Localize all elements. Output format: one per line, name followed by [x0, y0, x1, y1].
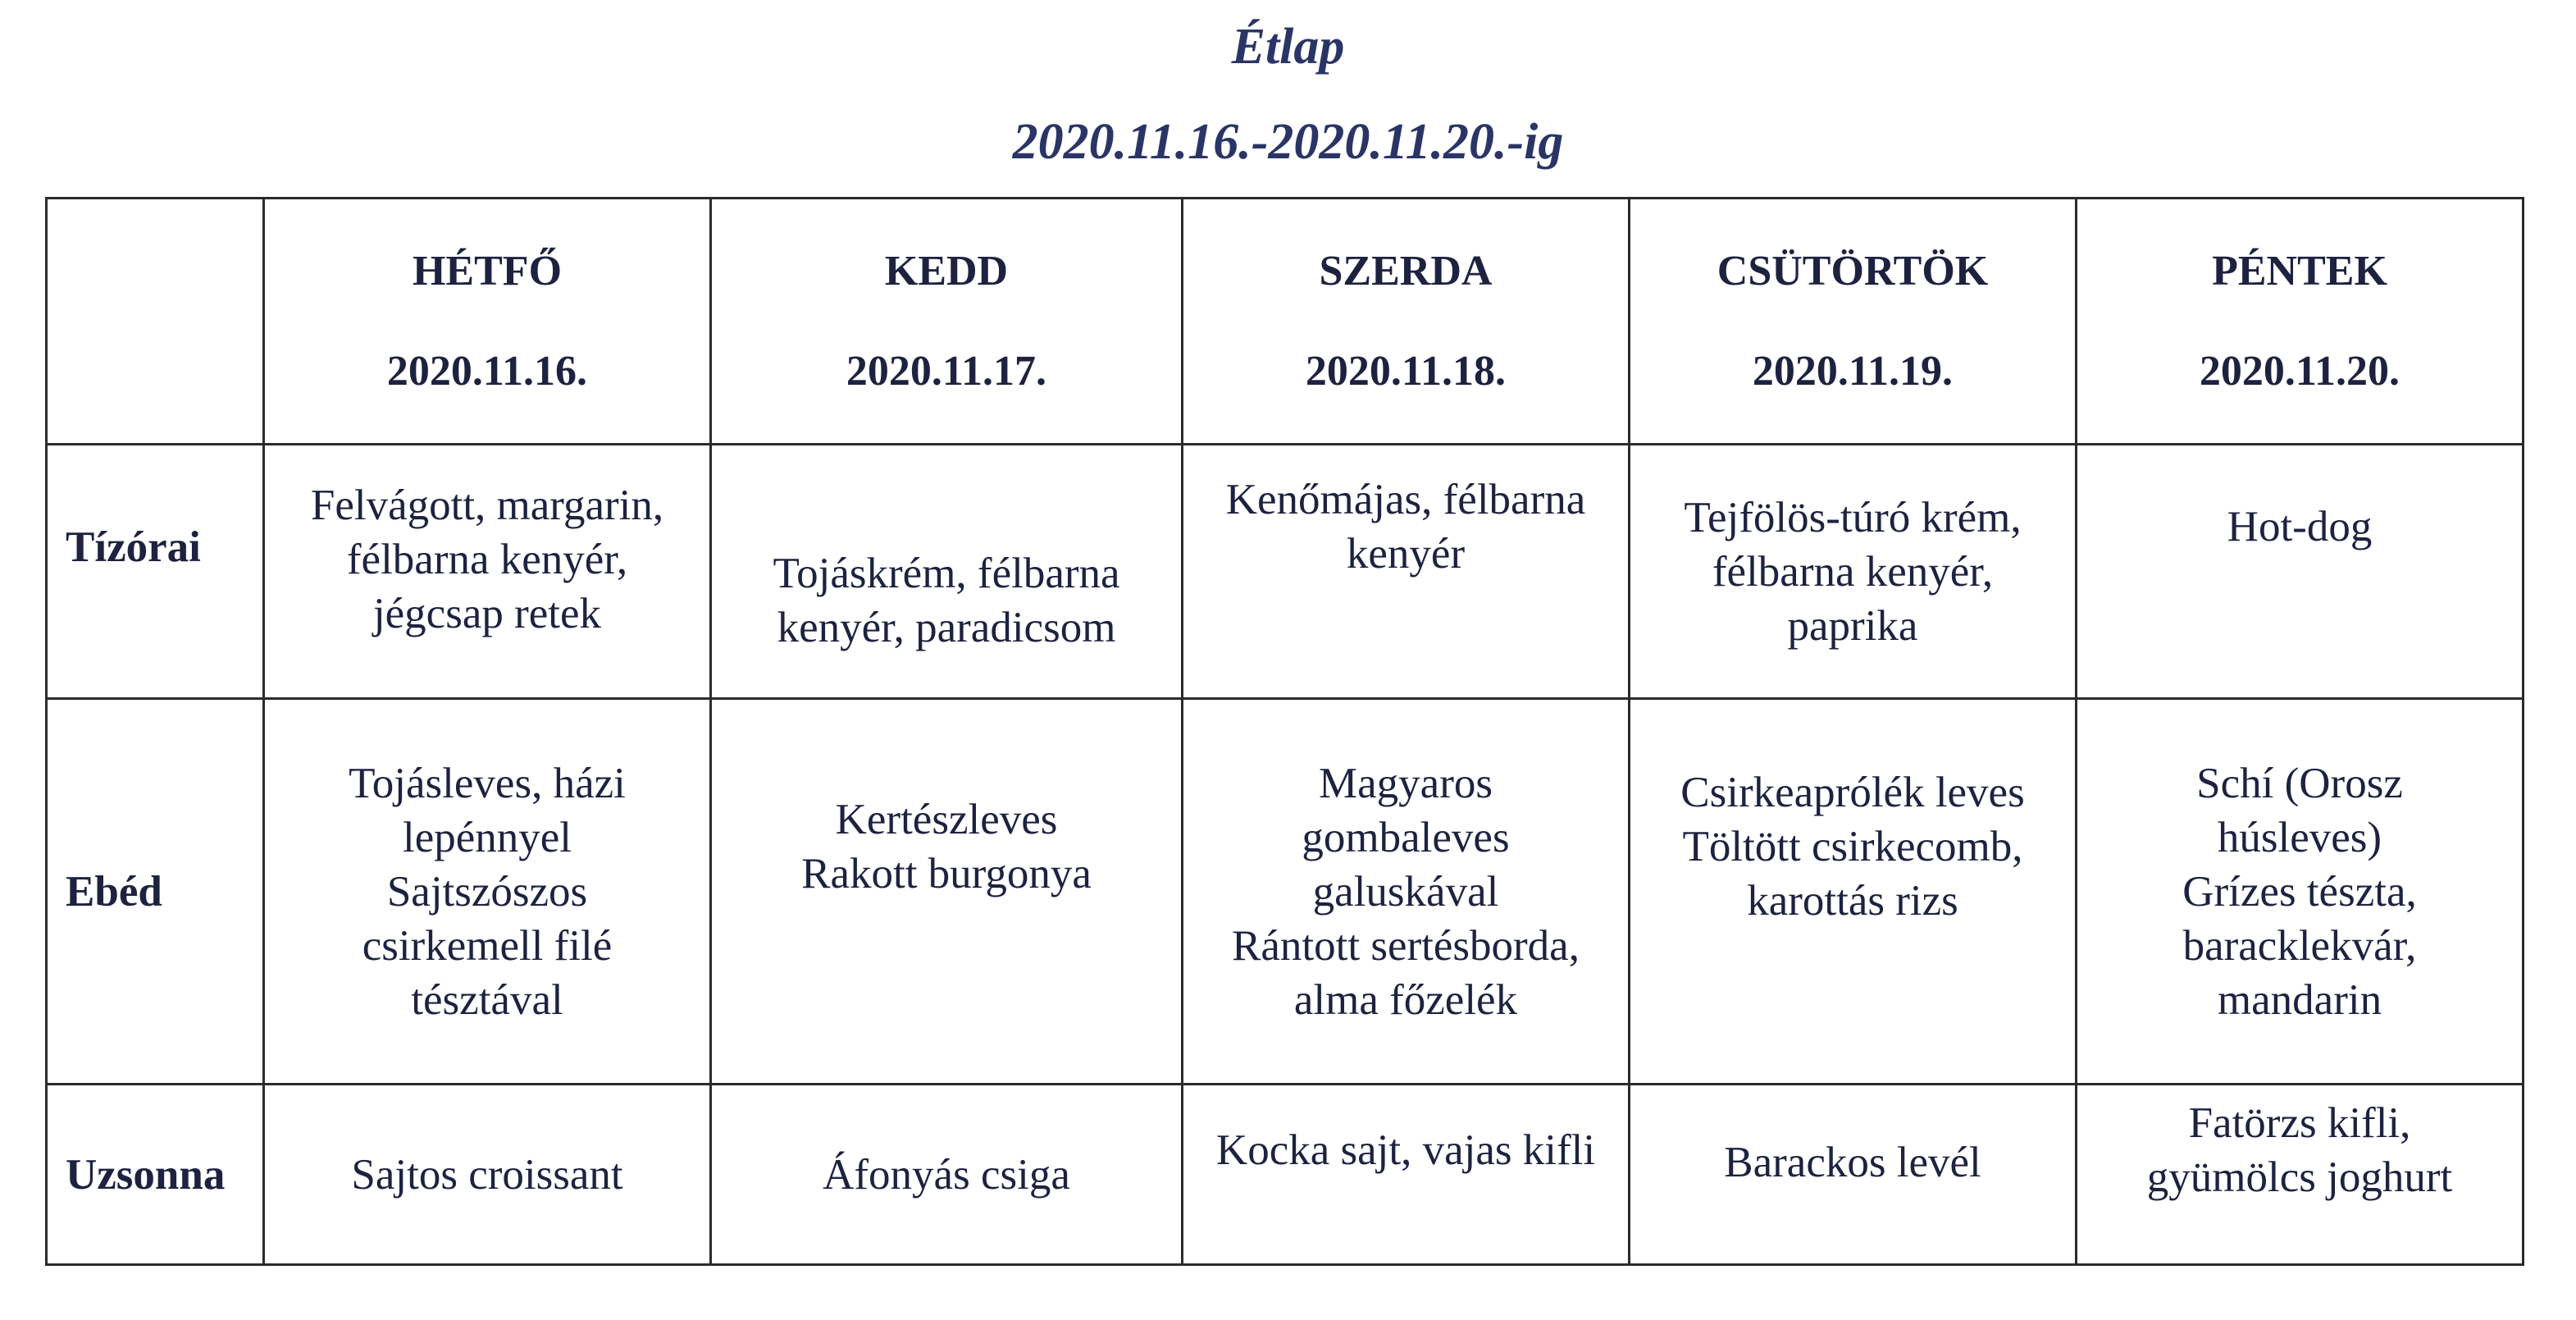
menu-cell-tizorai-wednesday [1183, 445, 1630, 699]
menu-line: Töltött csirkecomb, [1682, 822, 2023, 870]
menu-line: tésztával [411, 975, 563, 1024]
day-header-friday [2077, 199, 2524, 445]
menu-line: alma főzelék [1293, 975, 1518, 1024]
row-label-tizorai: Tízórai [47, 445, 264, 699]
row-label-uzsonna: Uzsonna [47, 1085, 264, 1265]
menu-line: jégcsap retek [372, 589, 602, 637]
day-name: HÉTFŐ [412, 247, 563, 295]
menu-cell-ebed-friday [2077, 699, 2524, 1085]
menu-cell-uzsonna-friday [2077, 1085, 2524, 1265]
menu-line: Kenőmájas, félbarna [1225, 475, 1586, 523]
menu-cell-tizorai-thursday [1630, 445, 2077, 699]
menu-cell-tizorai-friday [2077, 445, 2524, 699]
menu-line: Grízes tészta, [2182, 867, 2417, 916]
menu-title: Étlap [1231, 19, 1345, 75]
day-date: 2020.11.17. [846, 347, 1047, 395]
menu-line: gombaleves [1302, 813, 1510, 861]
menu-cell-ebed-monday [264, 699, 711, 1085]
menu-line: karottás rizs [1747, 876, 1958, 925]
menu-cell-uzsonna-monday [264, 1085, 711, 1265]
menu-line: Fatörzs kifli, [2188, 1098, 2411, 1147]
menu-line: félbarna kenyér, [1712, 547, 1994, 596]
header-row [47, 199, 2524, 445]
row-uzsonna [47, 1085, 2524, 1265]
day-header-monday [264, 199, 711, 445]
corner-cell [47, 199, 264, 445]
day-name: SZERDA [1319, 247, 1493, 295]
menu-date-range: 2020.11.16.-2020.11.20.-ig [1012, 114, 1564, 170]
menu-line: Kertészleves [835, 795, 1058, 843]
day-name: KEDD [884, 247, 1009, 295]
day-date: 2020.11.16. [386, 347, 588, 395]
menu-line: lepénnyel [402, 813, 572, 861]
menu-cell-uzsonna-thursday [1630, 1085, 2077, 1265]
menu-line: Tojásleves, házi [349, 759, 626, 807]
menu-line: félbarna kenyér, [346, 535, 628, 583]
row-ebed [47, 699, 2524, 1085]
day-header-wednesday [1183, 199, 1630, 445]
menu-line: Sajtszószos [386, 867, 588, 916]
menu-line: Sajtos croissant [351, 1150, 623, 1199]
menu-line: Hot-dog [2227, 502, 2373, 550]
menu-line: kenyér [1346, 529, 1466, 578]
menu-cell-uzsonna-wednesday [1183, 1085, 1630, 1265]
day-name: CSÜTÖRTÖK [1717, 247, 1989, 295]
day-name: PÉNTEK [2212, 247, 2387, 295]
menu-cell-uzsonna-tuesday [711, 1085, 1183, 1265]
day-header-tuesday [711, 199, 1183, 445]
menu-line: gyümölcs joghurt [2146, 1153, 2453, 1201]
menu-cell-tizorai-monday [264, 445, 711, 699]
menu-line: Csirkeaprólék leves [1680, 768, 2025, 816]
menu-line: Felvágott, margarin, [310, 481, 664, 529]
menu-cell-ebed-tuesday [711, 699, 1183, 1085]
menu-line: húsleves) [2217, 813, 2382, 861]
menu-line: Tejfölös-túró krém, [1684, 493, 2022, 541]
weekly-menu-table [45, 197, 2524, 1266]
menu-line: Áfonyás csiga [823, 1150, 1070, 1199]
menu-line: galuskával [1312, 867, 1499, 916]
day-date: 2020.11.18. [1305, 347, 1507, 395]
menu-line: Barackos levél [1724, 1138, 1981, 1186]
row-label-ebed: Ebéd [47, 699, 264, 1085]
menu-line: Schí (Orosz [2196, 759, 2403, 807]
day-date: 2020.11.20. [2199, 347, 2400, 395]
menu-line: paprika [1787, 601, 1918, 650]
menu-line: csirkemell filé [362, 921, 613, 970]
menu-line: Tojáskrém, félbarna [773, 549, 1120, 597]
day-header-thursday [1630, 199, 2077, 445]
menu-cell-tizorai-tuesday [711, 445, 1183, 699]
menu-cell-ebed-wednesday [1183, 699, 1630, 1085]
menu-line: mandarin [2217, 975, 2382, 1024]
menu-cell-ebed-thursday [1630, 699, 2077, 1085]
menu-line: Rántott sertésborda, [1232, 921, 1580, 970]
menu-line: baracklekvár, [2182, 921, 2417, 970]
day-date: 2020.11.19. [1752, 347, 1954, 395]
row-tizorai [47, 445, 2524, 699]
menu-line: Kocka sajt, vajas kifli [1215, 1126, 1596, 1174]
menu-line: kenyér, paradicsom [777, 603, 1116, 651]
menu-line: Magyaros [1319, 759, 1493, 807]
menu-line: Rakott burgonya [801, 849, 1092, 898]
